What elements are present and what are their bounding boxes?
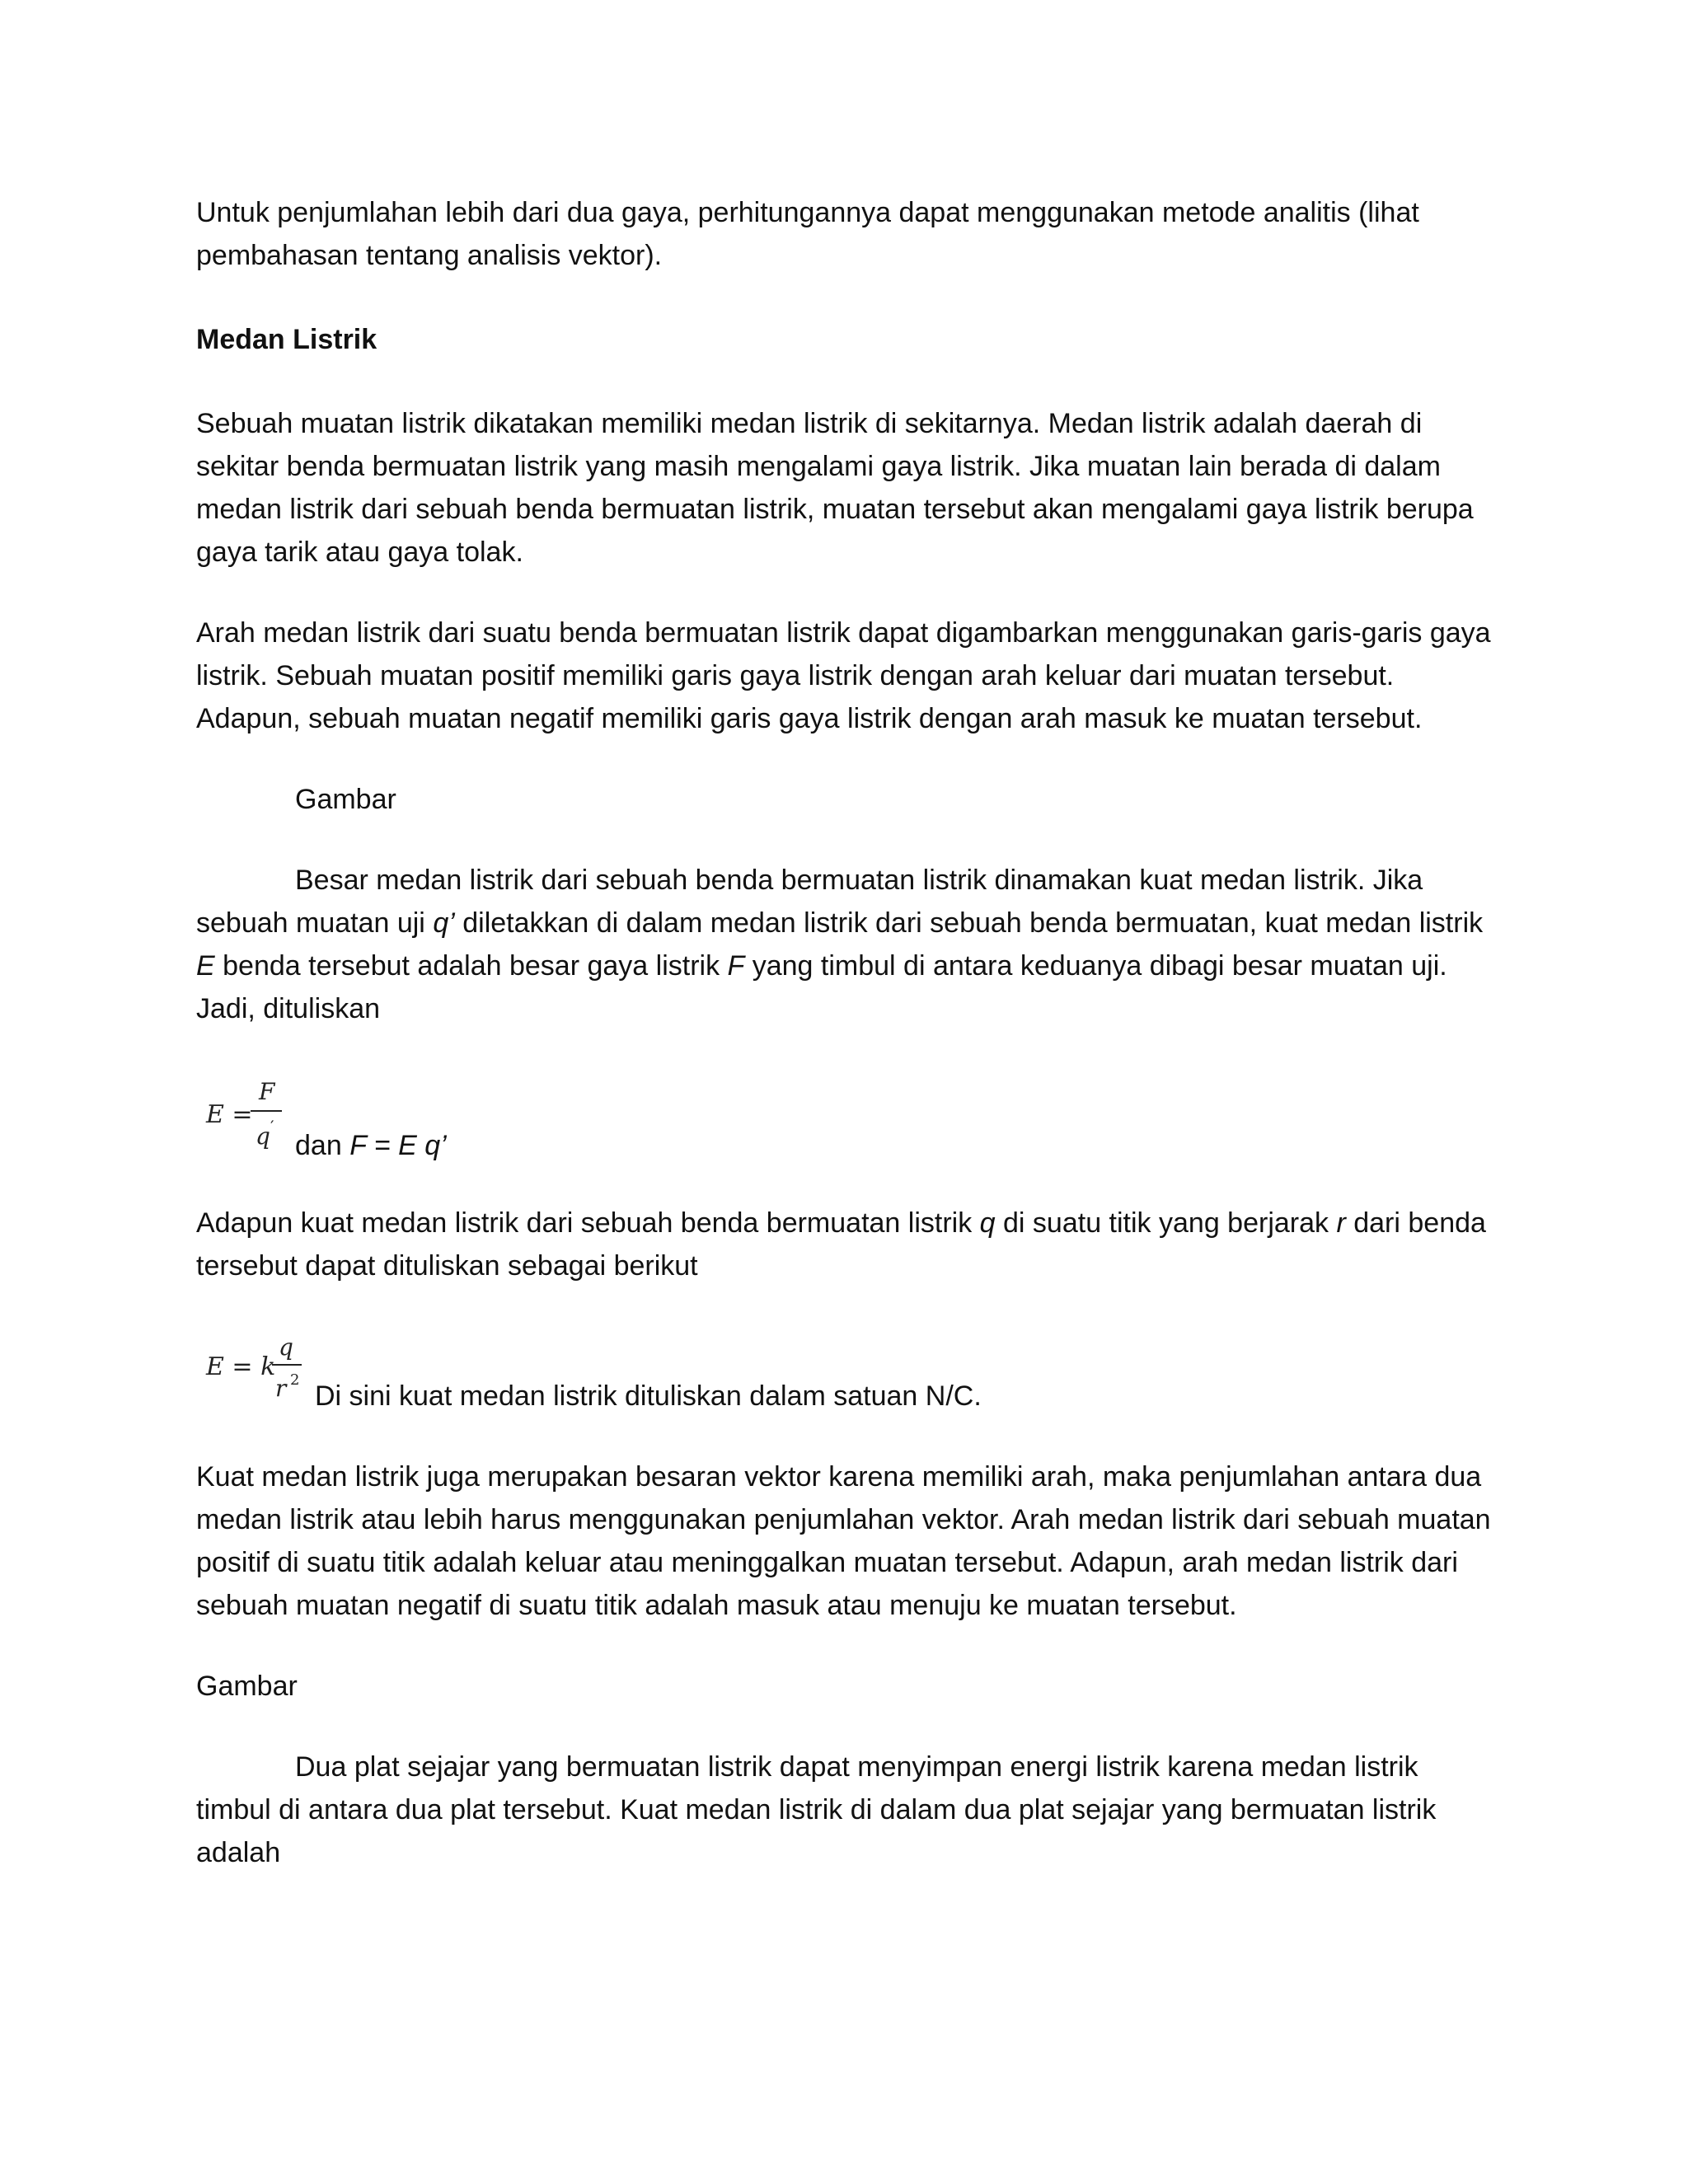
text-segment: dan	[295, 1130, 350, 1161]
text-segment: dari benda tersebut dapat dituliskan sebagai berikut	[196, 1207, 1486, 1282]
text-segment: diletakkan di dalam medan listrik dari sebuah benda bermuatan, kuat medan listrik	[454, 907, 1484, 939]
equation-e-f-over-q-prime	[196, 1075, 288, 1167]
eq-denominator: r	[275, 1375, 287, 1402]
eq-denominator: q	[256, 1122, 270, 1150]
equation-caption-1	[295, 1124, 447, 1167]
text-segment: benda tersebut adalah besar gaya listrik	[214, 950, 728, 982]
symbol-q: q	[979, 1207, 996, 1239]
symbol-r: r	[1336, 1207, 1346, 1239]
text-segment: Besar medan listrik dari sebuah benda bermuatan listrik dinamakan kuat medan listrik. Jika sebuah muatan uji	[196, 865, 1423, 939]
equation-e-kq-over-r2	[196, 1332, 308, 1418]
text-segment: di suatu titik yang berjarak	[995, 1207, 1337, 1239]
equation-caption-2: Di sini kuat medan listrik dituliskan dalam satuan N/C.	[315, 1380, 982, 1412]
document-body	[196, 191, 1498, 1874]
symbol-e: E	[196, 950, 215, 982]
equation-row-1	[196, 1075, 1498, 1167]
text-segment: yang timbul di antara keduanya dibagi besar muatan uji. Jadi, dituliskan	[196, 950, 1447, 1024]
symbol-f: F	[727, 950, 745, 982]
paragraph-field-lines: Arah medan listrik dari suatu benda bermuatan listrik dapat digambarkan menggunakan garis-garis gaya listrik. Sebuah muatan positif memiliki garis gaya listrik dengan arah keluar dari muatan tersebut. Adapun, sebuah muatan negatif memiliki garis gaya listrik dengan arah masuk ke muatan tersebut.	[196, 617, 1491, 734]
paragraph-vector-field: Kuat medan listrik juga merupakan besaran vektor karena memiliki arah, maka penjumlahan antara dua medan listrik atau lebih harus menggunakan penjumlahan vektor. Arah medan listrik dari sebuah muatan positif di suatu titik adalah keluar atau meninggalkan muatan tersebut. Adapun, arah medan listrik dari sebuah muatan negatif di suatu titik adalah masuk atau menuju ke muatan tersebut.	[196, 1461, 1491, 1621]
eq-numerator: F	[259, 1078, 275, 1105]
eq-numerator: q	[279, 1333, 293, 1361]
paragraph-electric-field-definition: Sebuah muatan listrik dikatakan memiliki medan listrik di sekitarnya. Medan listrik adalah daerah di sekitar benda bermuatan listrik yang masih mengalami gaya listrik. Jika muatan lain berada di dalam medan listrik dari sebuah benda bermuatan listrik, muatan tersebut akan mengalami gaya listrik berupa gaya tarik atau gaya tolak.	[196, 408, 1474, 568]
eq-denominator-prime: ′	[270, 1117, 274, 1137]
equation-row-2	[196, 1332, 1498, 1418]
text-segment: Adapun kuat medan listrik dari sebuah benda bermuatan listrik	[196, 1207, 980, 1239]
eq-denominator-exponent: 2	[290, 1371, 300, 1389]
paragraph-parallel-plates: Dua plat sejajar yang bermuatan listrik dapat menyimpan energi listrik karena medan listrik timbul di antara dua plat tersebut. Kuat medan listrik di dalam dua plat sejajar yang bermuatan listrik adalah	[196, 1751, 1437, 1868]
symbol-q-prime: q’	[433, 907, 455, 939]
section-heading: Medan Listrik	[196, 324, 377, 355]
eq-lhs: E = k	[206, 1352, 276, 1381]
eq-lhs: E =	[206, 1100, 253, 1129]
paragraph-field-strength	[196, 859, 1498, 1030]
formula-f-eq: F = E q’	[349, 1130, 447, 1161]
figure-label: Gambar	[295, 784, 396, 815]
figure-label: Gambar	[196, 1671, 298, 1702]
paragraph-point-charge-field	[196, 1202, 1498, 1287]
paragraph-vector-sum: Untuk penjumlahan lebih dari dua gaya, perhitungannya dapat menggunakan metode analitis (lihat pembahasan tentang analisis vektor).	[196, 197, 1419, 271]
